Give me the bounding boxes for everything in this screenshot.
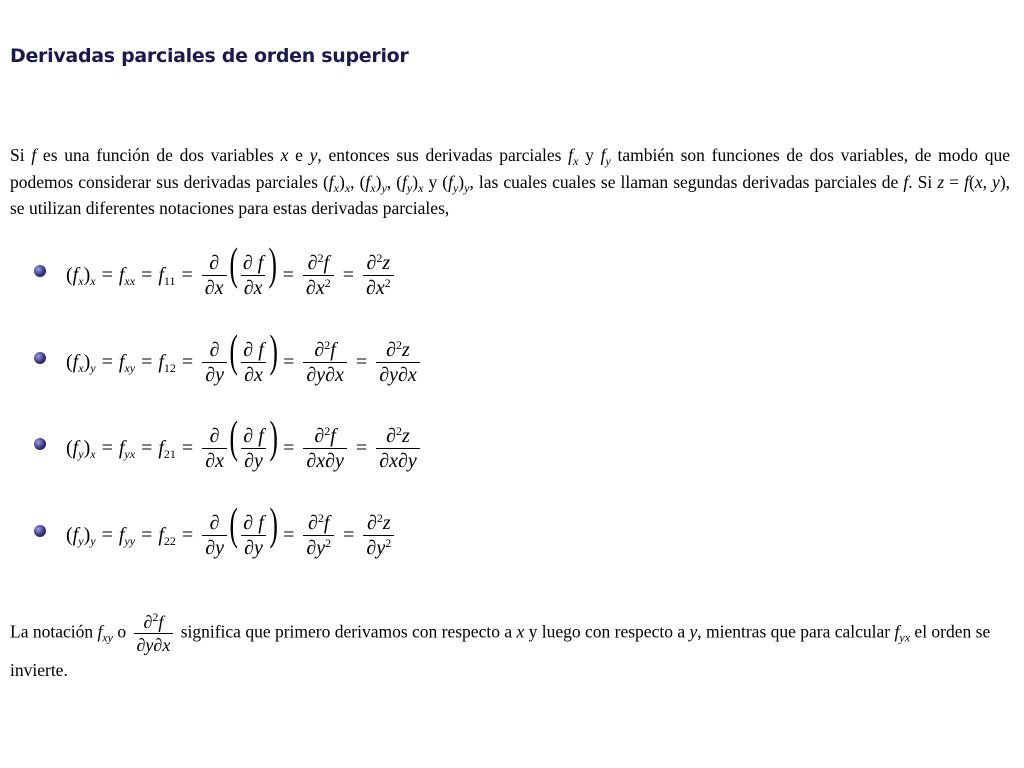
- bullet-icon: [34, 265, 46, 277]
- formula-expression: $(f_y)_y = f_{yy} = f_{22}$ = $\frac{\partial}{\partial y}$ ( $\frac{\partial f}{\partial y}$ ) = $\frac{\partial^2f}{\partial y^2}$ = $\frac{\partial^2z}{\partial y^2}$: [66, 503, 397, 560]
- bullet-icon: [34, 352, 46, 364]
- formula-expression: $(f_x)_y = f_{xy} = f_{12}$ = $\frac{\partial}{\partial y}$ ( $\frac{\partial f}{\partial x}$ ) = $\frac{\partial^2f}{\partial y\partial x}$ = $\frac{\partial^2z}{\partial y\partial x}$: [66, 330, 423, 387]
- closing-fraction: $\frac{\partial^2f}{\partial y\partial x}$: [134, 612, 174, 655]
- formula-row: [34, 326, 423, 390]
- formula-expression: $(f_x)_x = f_{xx} = f_{11}$ = $\frac{\partial}{\partial x}$ ( $\frac{\partial f}{\partial x}$ ) = $\frac{\partial^2f}{\partial x^2}$ = $\frac{\partial^2z}{\partial x^2}$: [66, 243, 397, 300]
- formula-row: [34, 499, 397, 563]
- closing-paragraph: La notación $f_{xy}$ o $\frac{\partial^2f}{\partial y\partial x}$ significa que primero derivamos con respecto a x y luego con respecto a y, mientras que para calcular $f_{yx}$ el orden se invierte.: [10, 610, 991, 680]
- bullet-icon: [34, 438, 46, 450]
- formula-row: [34, 239, 397, 303]
- formula-expression: $(f_y)_x = f_{yx} = f_{21}$ = $\frac{\partial}{\partial x}$ ( $\frac{\partial f}{\partial y}$ ) = $\frac{\partial^2f}{\partial x\partial y}$ = $\frac{\partial^2z}{\partial x\partial y}$: [66, 416, 423, 473]
- intro-paragraph: Si f es una función de dos variables x e y, entonces sus derivadas parciales $f_x$ y $f_y$ también son funciones de dos variables, de modo que podemos considerar sus derivadas parciales $(f_x)_x$, $(f_x)_y$, $(f_y)_x$ y $(f_y)_y$, las cuales cuales se llaman segundas derivadas parciales de f. Si z = f(x, y), se utilizan diferentes notaciones para estas derivadas parciales,: [10, 145, 1011, 218]
- bullet-icon: [34, 525, 46, 537]
- slide-title: Derivadas parciales de orden superior: [10, 45, 409, 67]
- formula-row: [34, 412, 423, 476]
